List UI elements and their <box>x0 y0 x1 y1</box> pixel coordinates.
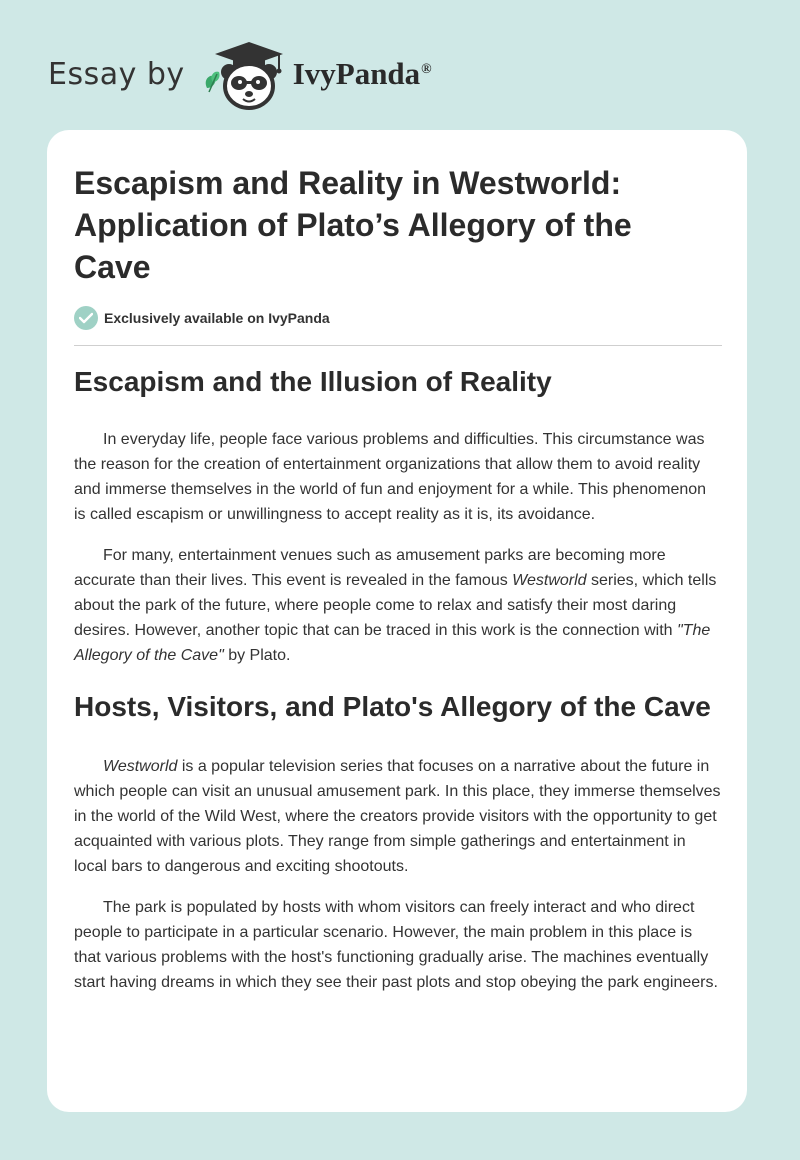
brand-name[interactable]: IvyPanda® <box>292 56 432 91</box>
emphasis-allegory: "The Allegory of the Cave" <box>74 622 711 664</box>
section-heading: Hosts, Visitors, and Plato's Allegory of the Cave <box>74 691 711 722</box>
exclusive-label: Exclusively available on IvyPanda <box>104 310 330 326</box>
exclusive-badge <box>74 306 330 330</box>
paragraph: In everyday life, people face various problems and difficulties. This circumstance was the reason for the creation of entertainment organizations that allow them to avoid reality and immerse themselves in the world of fun and enjoyment for a while. This phenomenon is called escapism or unwillingness to accept reality as it is, its avoidance. <box>74 431 707 523</box>
paragraph: The park is populated by hosts with whom visitors can freely interact and who direct people to participate in a particular scenario. However, the main problem in this place is that various problems with the host's functioning gradually arise. The machines eventually start having dreams in which they see their past plots and stop obeying the park engineers. <box>74 899 718 991</box>
panda-graduate-logo-icon[interactable] <box>199 36 289 112</box>
divider <box>74 345 722 346</box>
emphasis-westworld: Westworld <box>103 758 178 775</box>
registered-mark: ® <box>421 61 432 77</box>
article-body <box>74 362 722 995</box>
emphasis-westworld: Westworld <box>512 572 587 589</box>
paragraph: Westworld is a popular television series that focuses on a narrative about the future in which people can visit an unusual amusement park. In this place, they immerse themselves in the world of the Wild West, where the creators provide visitors with the opportunity to get acquainted with various plots. They range from simple gatherings and entertainment in local bars to dangerous and exciting shootouts. <box>74 758 721 875</box>
article-card <box>47 130 747 1112</box>
paragraph: For many, entertainment venues such as amusement parks are becoming more accurate than their lives. This event is revealed in the famous Westworld series, which tells about the park of the future, where people come to relax and satisfy their most daring desires. However, another topic that can be traced in this work is the connection with "The Allegory of the Cave" by Plato. <box>74 547 717 664</box>
essay-by-label: Essay by <box>48 56 185 92</box>
section-heading: Escapism and the Illusion of Reality <box>74 366 552 397</box>
page-title: Escapism and Reality in Westworld: Application of Plato’s Allegory of the Cave <box>74 165 632 285</box>
check-circle-icon <box>74 306 98 330</box>
site-header <box>48 36 648 112</box>
